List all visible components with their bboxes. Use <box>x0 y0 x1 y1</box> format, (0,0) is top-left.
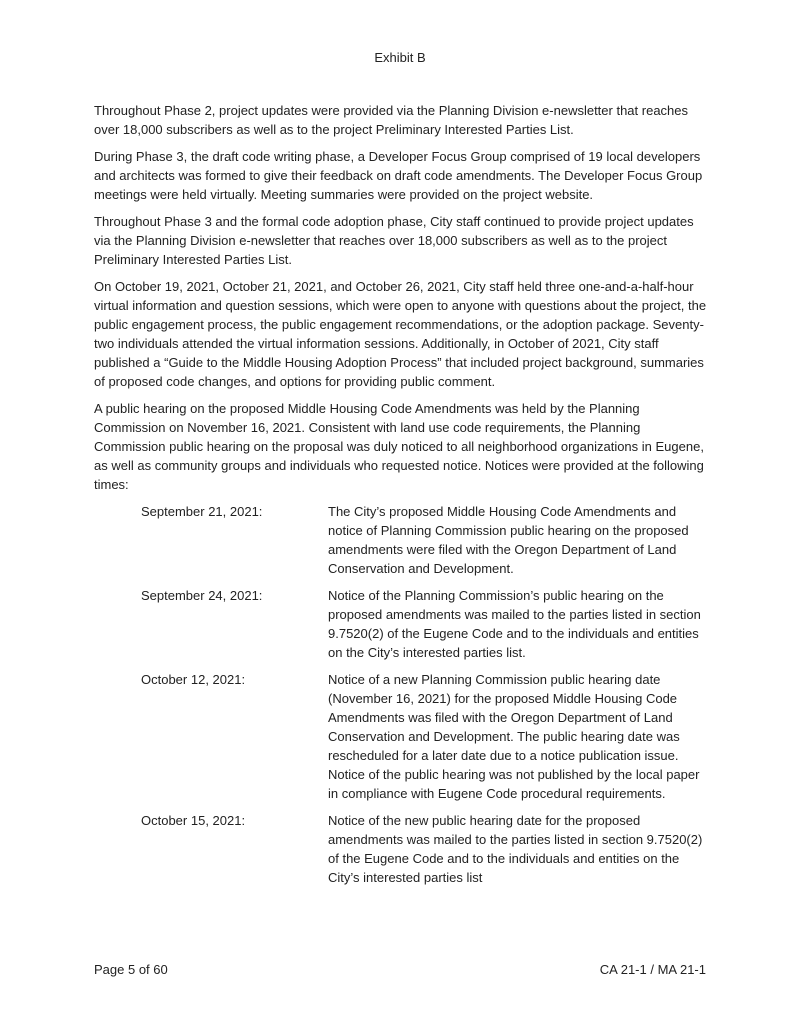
page-number: Page 5 of 60 <box>94 962 168 977</box>
notice-description: Notice of a new Planning Commission public hearing date (November 16, 2021) for the proposed Middle Housing Code Amendments was filed with the Oregon Department of Land Conservation and Development. The public hearing date was rescheduled for a later date due to a notice publication issue. Notice of the public hearing was not published by the local paper in compliance with Eugene Code procedural requirements. <box>328 672 700 801</box>
paragraph-public-hearing: A public hearing on the proposed Middle Housing Code Amendments was held by the Planning Commission on November 16, 2021. Consistent with land use code requirements, the Planning Commission public hearing on the proposal was duly noticed to all neighborhood organizations in Eugene, as well as community groups and individuals who requested notice. Notices were provided at the following times: <box>94 401 704 492</box>
notice-row <box>94 586 710 662</box>
notice-date: September 24, 2021: <box>141 588 263 603</box>
case-number: CA 21-1 / MA 21-1 <box>599 962 706 977</box>
paragraph-phase3-updates: Throughout Phase 3 and the formal code adoption phase, City staff continued to provide project updates via the Planning Division e-newsletter that reaches over 18,000 subscribers as well as to the project Preliminary Interested Parties List. <box>94 214 694 267</box>
notice-row <box>94 502 710 578</box>
document-body <box>94 101 710 895</box>
notice-date: September 21, 2021: <box>141 504 263 519</box>
notice-row <box>94 670 710 803</box>
notice-row <box>94 811 710 887</box>
notice-description: Notice of the Planning Commission’s public hearing on the proposed amendments was mailed to the parties listed in section 9.7520(2) of the Eugene Code and to the individuals and entities on the City’s interested parties list. <box>328 588 701 660</box>
paragraph-developer-focus-group: During Phase 3, the draft code writing phase, a Developer Focus Group comprised of 19 local developers and architects was formed to give their feedback on draft code amendments. The Developer Focus Group meetings were held virtually. Meeting summaries were provided on the project website. <box>94 149 703 202</box>
notice-description: The City’s proposed Middle Housing Code Amendments and notice of Planning Commission public hearing on the proposed amendments were filed with the Oregon Department of Land Conservation and Development. <box>328 504 689 576</box>
notice-date: October 15, 2021: <box>141 813 246 828</box>
notice-schedule <box>94 502 710 887</box>
paragraph-info-sessions: On October 19, 2021, October 21, 2021, and October 26, 2021, City staff held three one-and-a-half-hour virtual information and question sessions, which were open to anyone with questions about the project, the public engagement process, the public engagement recommendations, or the adoption package. Seventy-two individuals attended the virtual information sessions. Additionally, in October of 2021, City staff published a “Guide to the Middle Housing Adoption Process” that included project background, summaries of proposed code changes, and options for providing public comment. <box>94 279 707 389</box>
notice-description: Notice of the new public hearing date for the proposed amendments was mailed to the parties listed in section 9.7520(2) of the Eugene Code and to the individuals and entities on the City’s interested parties list <box>328 813 703 885</box>
paragraph-phase2-updates: Throughout Phase 2, project updates were provided via the Planning Division e-newsletter that reaches over 18,000 subscribers as well as to the project Preliminary Interested Parties List. <box>94 103 689 137</box>
page-header: Exhibit B <box>374 50 426 65</box>
notice-date: October 12, 2021: <box>141 672 246 687</box>
